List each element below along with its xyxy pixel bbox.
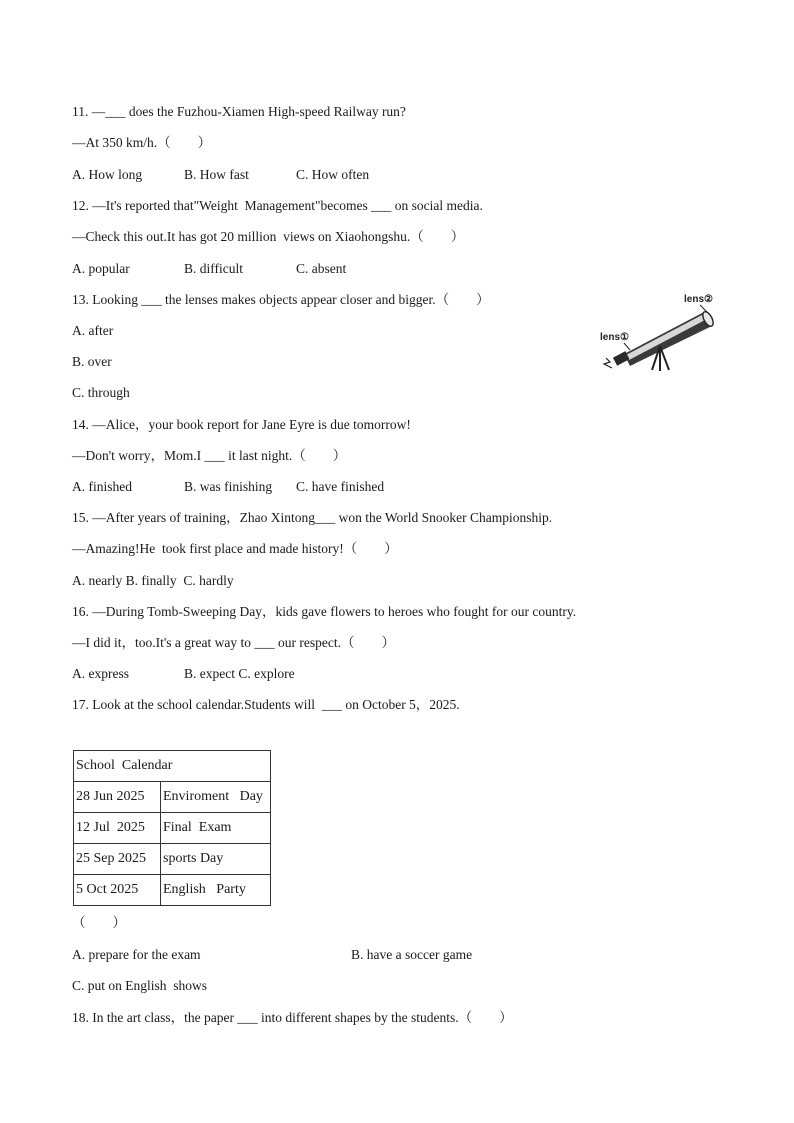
lens-1-pointer [624,343,630,350]
q15-options[interactable]: A. nearly B. finally C. hardly [72,573,234,588]
q14-option-a[interactable]: A. finished [72,479,132,494]
q12-stem: 12. —It's reported that"Weight Management"becomes ___ on social media. [72,198,483,213]
q13-option-a[interactable]: A. after [72,323,114,338]
calendar-event: sports Day [161,844,271,875]
q14-option-b[interactable]: B. was finishing [184,479,273,494]
q18-stem: 18. In the art class，the paper ___ into different shapes by the students.（ ） [72,1010,513,1025]
q14-option-c[interactable]: C. have finished [296,479,385,494]
q13-option-c[interactable]: C. through [72,385,130,400]
telescope-highlight [626,315,705,360]
tripod-leg-right [660,346,669,370]
lens-2-label: lens② [684,294,713,305]
q14-reply: —Don't worry，Mom.I ___ it last night.（ ） [72,448,347,463]
q15-stem: 15. —After years of training，Zhao Xintong___ won the World Snooker Championship. [72,510,553,525]
q16-stem: 16. —During Tomb-Sweeping Day，kids gave flowers to heroes who fought for our country. [72,604,577,619]
q14-stem: 14. —Alice，your book report for Jane Eyre is due tomorrow! [72,417,411,432]
calendar-event: English Party [161,875,271,906]
q12-option-b[interactable]: B. difficult [184,261,243,276]
q16-option-bc[interactable]: B. expect C. explore [184,666,295,681]
lens-1-label: lens① [600,332,629,343]
calendar-title: School Calendar [74,751,271,782]
q11-option-a[interactable]: A. How long [72,167,143,182]
calendar-event: Final Exam [161,813,271,844]
telescope-illustration [596,288,722,372]
q12-reply: —Check this out.It has got 20 million views on Xiaohongshu.（ ） [72,229,465,244]
q17-stem: 17. Look at the school calendar.Students will ___ on October 5，2025. [72,697,460,712]
lens-2-pointer [700,305,707,312]
calendar-row [74,782,271,813]
calendar-event: Enviroment Day [161,782,271,813]
q12-option-c[interactable]: C. absent [296,261,347,276]
calendar-row [74,875,271,906]
calendar-date: 5 Oct 2025 [74,875,161,906]
calendar-date: 28 Jun 2025 [74,782,161,813]
q17-option-b[interactable]: B. have a soccer game [351,947,473,962]
q12-option-a[interactable]: A. popular [72,261,130,276]
q16-reply: —I did it，too.It's a great way to ___ our respect.（ ） [72,635,395,650]
calendar-row [74,813,271,844]
observer-sketch [604,358,612,368]
school-calendar-table [73,750,271,906]
q17-answer-blank: （ ） [72,915,126,930]
calendar-row [74,844,271,875]
q11-stem: 11. —___ does the Fuzhou-Xiamen High-speed Railway run? [72,104,406,119]
calendar-date: 12 Jul 2025 [74,813,161,844]
q17-option-c[interactable]: C. put on English shows [72,978,208,993]
q13-stem: 13. Looking ___ the lenses makes objects appear closer and bigger.（ ） [72,292,490,307]
q11-option-b[interactable]: B. How fast [184,167,249,182]
calendar-date: 25 Sep 2025 [74,844,161,875]
calendar-title-row [74,751,271,782]
q11-option-c[interactable]: C. How often [296,167,370,182]
q13-option-b[interactable]: B. over [72,354,112,369]
q15-reply: —Amazing!He took first place and made history!（ ） [72,541,398,556]
q11-reply: —At 350 km/h.（ ） [72,135,212,150]
q16-option-a[interactable]: A. express [72,666,129,681]
q17-option-a[interactable]: A. prepare for the exam [72,947,201,962]
